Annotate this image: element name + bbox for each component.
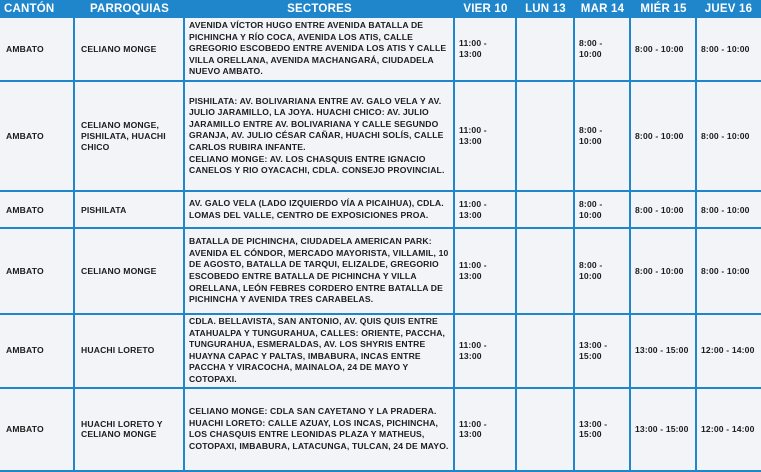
sectores-cell [185, 315, 455, 389]
time-cell-day-1: 11:00 - 13:00 [455, 315, 517, 389]
parroquia-cell: HUACHI LORETO [75, 315, 185, 389]
time-cell-day-3: 13:00 - 15:00 [575, 315, 631, 389]
table-row [0, 389, 761, 472]
canton-cell: AMBATO [0, 229, 75, 314]
sector-text: CELIANO MONGE: CDLA SAN CAYETANO Y LA PRADERA. [189, 406, 437, 417]
time-cell-day-4: 8:00 - 10:00 [631, 82, 697, 192]
time-cell-day-3: 8:00 - 10:00 [575, 18, 631, 82]
time-cell-day-5: 8:00 - 10:00 [697, 82, 761, 192]
time-cell-day-4: 8:00 - 10:00 [631, 192, 697, 229]
time-cell-day-4: 13:00 - 15:00 [631, 315, 697, 389]
sectores-cell [185, 82, 455, 192]
time-cell-day-2 [517, 389, 575, 472]
time-cell-day-3: 8:00 - 10:00 [575, 192, 631, 229]
sector-text: HUACHI LORETO: CALLE AZUAY, LOS INCAS, PICHINCHA, LOS CHASQUIS ENTRE LEONIDAS PLAZA Y MATHEUS, COTOPAXI, IMBABURA, LATACUNGA, TULCAN, 24 DE MAYO. [189, 417, 449, 451]
parroquia-cell: CELIANO MONGE [75, 18, 185, 82]
time-cell-day-5: 8:00 - 10:00 [697, 229, 761, 314]
table-row [0, 315, 761, 389]
header-day-3: MAR 14 [575, 0, 631, 18]
header-row [0, 0, 761, 18]
header-canton: CANTÓN [0, 0, 75, 18]
time-cell-day-4: 8:00 - 10:00 [631, 229, 697, 314]
sector-text: PISHILATA: AV. BOLIVARIANA ENTRE AV. GALO VELA Y AV. JULIO JARAMILLO, LA JOYA. HUACHI CHICO: AV. JULIO JARAMILLO ENTRE AV. BOLIVARIANA Y CALLE SEGUNDO GRANJA, AV. JULIO CÉSAR CAÑAR, HUACHI SOLÍS, CALLE CARLOS RUBIRA INFANTE. [189, 95, 444, 153]
time-cell-day-2 [517, 18, 575, 82]
time-cell-day-2 [517, 192, 575, 229]
header-parroquias: PARROQUIAS [75, 0, 185, 18]
time-cell-day-2 [517, 229, 575, 314]
canton-cell: AMBATO [0, 192, 75, 229]
table-row [0, 229, 761, 314]
time-cell-day-2 [517, 82, 575, 192]
sectores-cell [185, 192, 455, 229]
sectores-cell [185, 229, 455, 314]
sector-text: AVENIDA VÍCTOR HUGO ENTRE AVENIDA BATALLA DE PICHINCHA Y RÍO COCA, AVENIDA LOS ATIS, CALLE GREGORIO ESCOBEDO ENTRE AVENIDA LOS ATIS Y CALLE VILLA ORELLANA, AVENIDA MACHANGARÁ, CIUDADELA NUEVO AMBATO. [189, 20, 447, 77]
table-row [0, 18, 761, 82]
canton-cell: AMBATO [0, 315, 75, 389]
table-row [0, 192, 761, 229]
header-day-5: JUEV 16 [697, 0, 761, 18]
sectores-cell [185, 389, 455, 472]
sector-text: AV. GALO VELA (LADO IZQUIERDO VÍA A PICAIHUA), CDLA. LOMAS DEL VALLE, CENTRO DE EXPOSICIONES PROA. [189, 198, 444, 220]
time-cell-day-1: 11:00 - 13:00 [455, 18, 517, 82]
canton-cell: AMBATO [0, 389, 75, 472]
time-cell-day-3: 13:00 - 15:00 [575, 389, 631, 472]
parroquia-cell: CELIANO MONGE, PISHILATA, HUACHI CHICO [75, 82, 185, 192]
sector-text: BATALLA DE PICHINCHA, CIUDADELA AMERICAN PARK: AVENIDA EL CÓNDOR, MERCADO MAYORISTA, VILLAMIL, 10 DE AGOSTO, BATALLA DE TARQUI, ELIZALDE, GREGORIO ESCOBEDO ENTRE BATALLA DE PICHINCHA Y VILLA ORELLANA, LEÓN FEBRES CORDERO ENTRE BATALLA DE PICHINCHA Y AVENIDA TRES CARABELAS. [189, 236, 449, 305]
time-cell-day-3: 8:00 - 10:00 [575, 229, 631, 314]
sector-text: CELIANO MONGE: AV. LOS CHASQUIS ENTRE IGNACIO CANELOS Y RIO OYACACHI, CDLA. CONSEJO PROVINCIAL. [189, 153, 445, 176]
table-row [0, 82, 761, 192]
parroquia-cell: HUACHI LORETO Y CELIANO MONGE [75, 389, 185, 472]
time-cell-day-1: 11:00 - 13:00 [455, 192, 517, 229]
header-day-2: LUN 13 [517, 0, 575, 18]
parroquia-cell: PISHILATA [75, 192, 185, 229]
time-cell-day-1: 11:00 - 13:00 [455, 82, 517, 192]
header-sectores: SECTORES [185, 0, 455, 18]
time-cell-day-3: 8:00 - 10:00 [575, 82, 631, 192]
parroquia-cell: CELIANO MONGE [75, 229, 185, 314]
time-cell-day-5: 12:00 - 14:00 [697, 315, 761, 389]
time-cell-day-4: 13:00 - 15:00 [631, 389, 697, 472]
time-cell-day-5: 12:00 - 14:00 [697, 389, 761, 472]
time-cell-day-2 [517, 315, 575, 389]
time-cell-day-4: 8:00 - 10:00 [631, 18, 697, 82]
canton-cell: AMBATO [0, 82, 75, 192]
canton-cell: AMBATO [0, 18, 75, 82]
header-day-1: VIER 10 [455, 0, 517, 18]
sectores-cell [185, 18, 455, 82]
time-cell-day-1: 11:00 - 13:00 [455, 229, 517, 314]
sector-text: CDLA. BELLAVISTA, SAN ANTONIO, AV. QUIS QUIS ENTRE ATAHUALPA Y TUNGURAHUA, CALLES: ORIENTE, PACCHA, TUNGURAHUA, ESMERALDAS, AV. LOS SHYRIS ENTRE HUAYNA CAPAC Y PALTAS, IMBABURA, INCAS ENTRE PACCHA Y VIRACOCHA, MAINALOA, 24 DE MAYO Y COTOPAXI. [189, 315, 446, 384]
time-cell-day-5: 8:00 - 10:00 [697, 18, 761, 82]
header-day-4: MIÉR 15 [631, 0, 697, 18]
time-cell-day-5: 8:00 - 10:00 [697, 192, 761, 229]
time-cell-day-1: 11:00 - 13:00 [455, 389, 517, 472]
